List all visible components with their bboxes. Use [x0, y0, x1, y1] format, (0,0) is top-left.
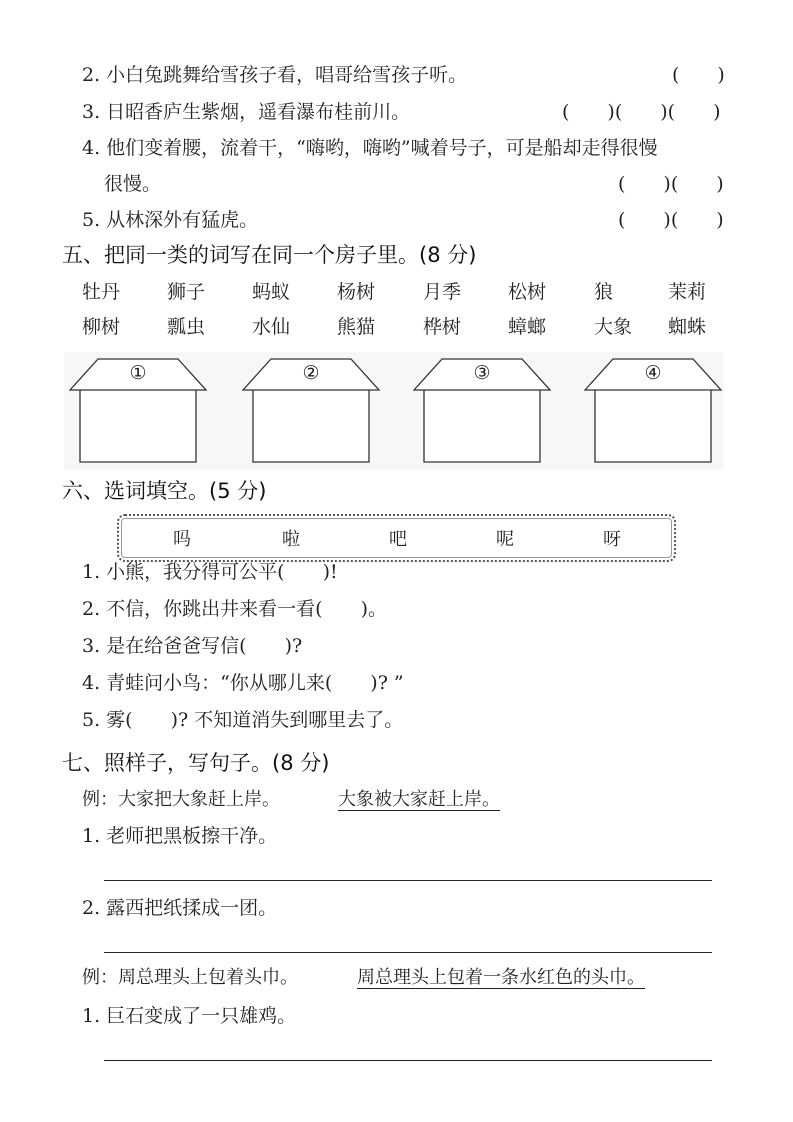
word: 月季 [423, 281, 462, 303]
example-answer: 周总理头上包着一条水红色的头巾。 [357, 967, 645, 988]
example-answer: 大象被大家赶上岸。 [338, 789, 500, 810]
house-number: ③ [473, 362, 491, 384]
answer-brackets[interactable]: ( )( ) [618, 209, 724, 231]
answer-brackets[interactable]: ( )( )( ) [562, 101, 721, 123]
question-item: 2. 小白兔跳舞给雪孩子看，唱哥给雪孩子听。 [82, 64, 468, 86]
word: 牡丹 [82, 281, 121, 303]
answer-line[interactable] [104, 880, 712, 881]
question-item: 4. 他们变着腰，流着干，“嗨哟，嗨哟”喊着号子，可是船却走得很慢 [82, 137, 658, 159]
choice-word: 吗 [173, 529, 191, 550]
choice-word: 呀 [603, 529, 621, 550]
fill-blank-item[interactable]: 4. 青蛙问小鸟：“你从哪儿来( )? ” [82, 672, 404, 694]
house-number: ① [129, 362, 147, 384]
word: 瓢虫 [167, 316, 206, 338]
answer-brackets[interactable]: ( )( ) [618, 173, 724, 195]
rewrite-item: 1. 老师把黑板擦干净。 [82, 825, 278, 847]
answer-line[interactable] [104, 1060, 712, 1061]
word: 蟑螂 [508, 316, 547, 338]
word: 狼 [594, 281, 614, 303]
word: 水仙 [252, 316, 291, 338]
word: 柳树 [82, 316, 121, 338]
word: 狮子 [167, 281, 206, 303]
example-question: 例：周总理头上包着头巾。 [82, 967, 298, 988]
word: 桦树 [423, 316, 462, 338]
house-1[interactable] [68, 358, 208, 464]
rewrite-item: 2. 露西把纸揉成一团。 [82, 897, 278, 919]
fill-blank-item[interactable]: 2. 不信，你跳出井来看一看( )。 [82, 598, 387, 620]
fill-blank-item[interactable]: 3. 是在给爸爸写信( )? [82, 635, 303, 657]
word: 蜘蛛 [668, 316, 707, 338]
answer-line[interactable] [104, 952, 712, 953]
fill-blank-item[interactable]: 5. 雾( )? 不知道消失到哪里去了。 [82, 709, 404, 731]
house-2[interactable] [241, 358, 381, 464]
section-heading: 六、选词填空。(5 分) [62, 479, 267, 503]
fill-blank-item[interactable]: 1. 小熊，我分得可公平( )! [82, 561, 338, 583]
word: 熊猫 [337, 316, 376, 338]
question-item-continuation: 很慢。 [104, 173, 162, 195]
section-heading: 七、照样子，写句子。(8 分) [62, 751, 330, 775]
word: 茉莉 [668, 281, 707, 303]
word: 杨树 [337, 281, 376, 303]
example-question: 例：大家把大象赶上岸。 [82, 789, 280, 810]
word: 蚂蚁 [252, 281, 291, 303]
house-4[interactable] [583, 358, 723, 464]
house-3[interactable] [412, 358, 552, 464]
answer-brackets[interactable]: ( ) [672, 64, 725, 86]
rewrite-item: 1. 巨石变成了一只雄鸡。 [82, 1005, 297, 1027]
section-heading: 五、把同一类的词写在同一个房子里。(8 分) [62, 243, 477, 267]
word: 大象 [594, 316, 633, 338]
house-number: ④ [644, 362, 662, 384]
question-item: 3. 日昭香庐生紫烟，遥看瀑布桂前川。 [82, 101, 411, 123]
word: 松树 [508, 281, 547, 303]
question-item: 5. 从林深外有猛虎。 [82, 209, 259, 231]
house-number: ② [302, 362, 320, 384]
choice-word: 吧 [389, 529, 407, 550]
choice-word: 啦 [282, 529, 300, 550]
choice-word: 呢 [496, 529, 514, 550]
